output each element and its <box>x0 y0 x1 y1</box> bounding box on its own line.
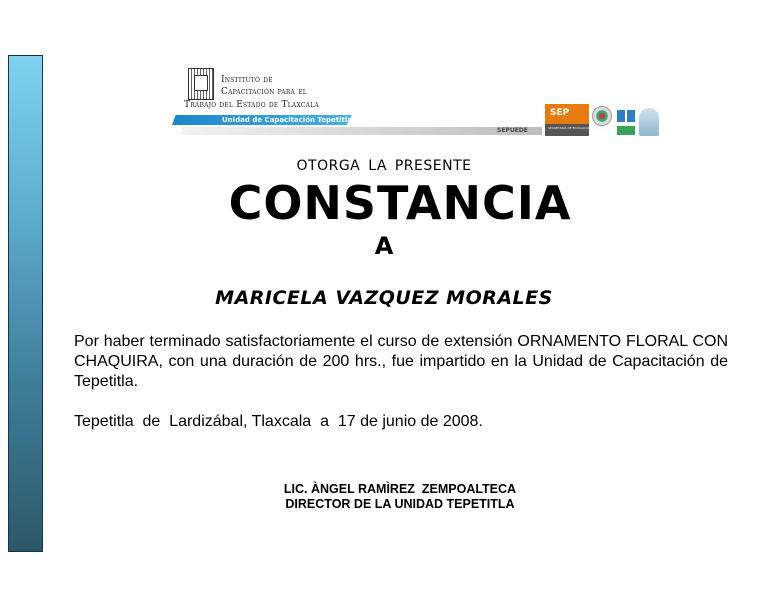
certificate-subtitle: OTORGA LA PRESENTE <box>296 158 472 174</box>
place-and-date: Tepetitla de Lardizábal, Tlaxcala a 17 de junio de 2008. <box>74 413 483 430</box>
recipient-name: MARICELA VAZQUEZ MORALES <box>215 287 553 309</box>
sep-logo <box>545 104 605 136</box>
sepuede-label: SEPUEDE <box>497 127 528 134</box>
certificate-body-text: Por haber terminado satisfactoriamente el curso de extensión ORNAMENTO FLORAL CON CHAQUIRA, con una duración de 200 hrs., fue impartido en la Unidad de Capacitación de Tepetitla. <box>74 333 728 390</box>
header-banner <box>172 66 664 140</box>
signatory-title: DIRECTOR DE LA UNIDAD TEPETITLA <box>285 497 515 511</box>
sep-logo-label: SEP <box>550 108 570 118</box>
certificate-to-label: A <box>374 232 394 260</box>
national-seal-icon <box>592 106 612 126</box>
institute-name-line-3: Trabajo del Estado de Tlaxcala <box>184 100 319 110</box>
institute-name-line-2: Capacitación para el <box>221 87 307 97</box>
grey-strip <box>182 127 542 135</box>
agency-logo-block-b <box>627 110 635 122</box>
signatory-name: LIC. ÀNGEL RAMÌREZ ZEMPOALTECA <box>283 482 517 496</box>
agency-logos <box>617 104 663 138</box>
agency-logo-block-a <box>617 110 625 122</box>
agency-logo-block-c <box>617 126 635 135</box>
sep-logo-subtitle: SECRETARÍA DE EDUCACIÓN PÚBLICA <box>548 126 605 130</box>
institute-name-line-1: Instituto de <box>221 75 273 85</box>
unit-label: Unidad de Capacitación Tepetitla <box>222 116 353 124</box>
certificate-title: CONSTANCIA <box>228 176 572 230</box>
agency-logo-emblem <box>639 108 659 136</box>
institute-seal-icon <box>188 68 214 100</box>
